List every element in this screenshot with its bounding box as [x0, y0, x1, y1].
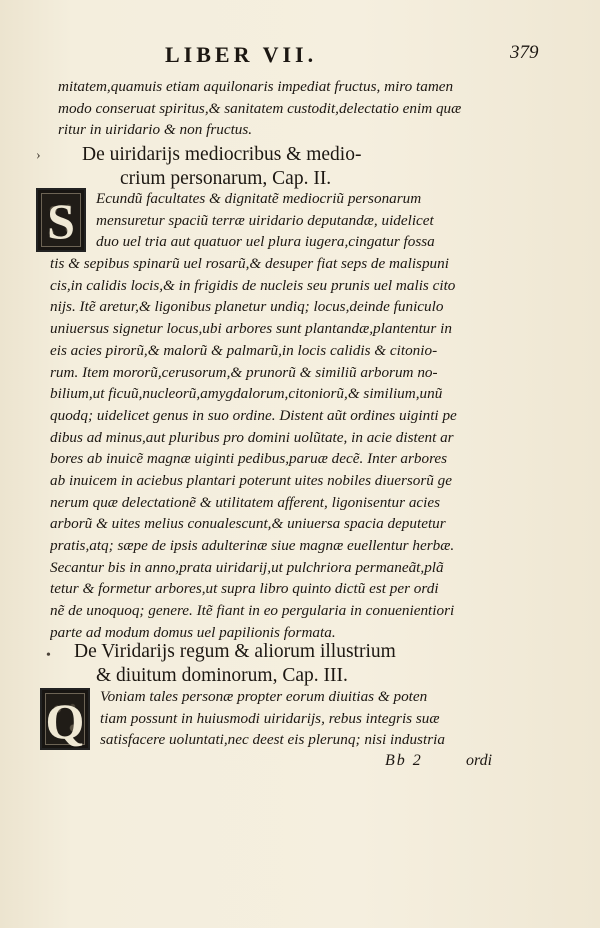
page-header	[0, 40, 600, 70]
text-line: nẽ de unoquoq; genere. Itẽ fiant in eo pergularia in conuenientiori	[50, 602, 455, 620]
text-line: Secantur bis in anno,prata uiridarij,ut pulchriora permaneãt,plã	[50, 558, 444, 576]
chapter3-body	[54, 686, 474, 751]
text-line: rum. Item mororũ,cerusorum,& prunorũ & similiũ arborum no-	[50, 363, 438, 381]
text-line: tis & sepibus spinarũ uel rosarũ,& desuper fiat seps de malispuni	[50, 255, 449, 273]
chapter2-heading	[82, 143, 492, 191]
text-line: uniuersus signetur locus,ubi arbores sunt plantandæ,plantentur in	[50, 320, 452, 338]
margin-mark: ›	[36, 148, 41, 163]
text-line: modo conseruat spiritus,& sanitatem custodit,delectatio enim quæ	[58, 99, 462, 117]
text-line: ritur in uiridario & non fructus.	[58, 121, 253, 139]
chapter2-heading-line2: crium personarum, Cap. II.	[120, 168, 332, 189]
text-line: eis acies pirorũ,& malorũ & palmarũ,in locis calidis & citonio-	[50, 341, 438, 359]
text-line: bilium,ut ficuũ,nucleorũ,amygdalorum,citoniorũ,& similium,unũ	[50, 385, 443, 403]
text-line: satisfacere uoluntati,nec deest eis plerunq; nisi industria	[100, 731, 445, 749]
chapter2-body	[50, 188, 470, 643]
text-line: dibus ad minus,aut pluribus pro domini uolũtate, in acie distent ar	[50, 428, 454, 446]
margin-mark: •	[46, 648, 51, 663]
text-line: nijs. Itẽ aretur,& ligonibus planetur undiq; locus,deinde funiculo	[50, 298, 444, 316]
text-line: bores ab inuicẽ magnæ uiginti pedibus,paruæ decẽ. Inter arbores	[50, 450, 448, 468]
chapter3-heading	[74, 640, 484, 688]
chapter2-heading-line1: De uiridarijs mediocribus & medio-	[82, 144, 362, 165]
text-line: Voniam tales personæ propter eorum diuitias & poten	[100, 688, 428, 705]
signature-mark: Bb 2	[385, 752, 423, 769]
text-line: quodq; uidelicet genus in suo ordine. Distent aũt ordines uiginti pe	[50, 406, 457, 424]
text-line: mensuretur spaciũ terræ uiridario deputandæ, uidelicet	[96, 211, 434, 229]
text-line: tetur & formetur arbores,ut supra libro quinto dictũ est per ordi	[50, 580, 439, 598]
text-line: ab inuicem in aciebus plantari poterunt uites nobiles diuersorũ ge	[50, 471, 453, 489]
initial-letter: Q	[45, 693, 85, 749]
continuation-paragraph	[58, 76, 468, 141]
running-head: LIBER VII.	[165, 42, 318, 67]
chapter3-heading-line1: De Viridarijs regum & aliorum illustrium	[74, 641, 396, 662]
catchword: ordi	[466, 752, 493, 769]
text-line: tiam possunt in huiusmodi uiridarijs, rebus integris suæ	[100, 709, 440, 727]
text-line: parte ad modum domus uel papilionis formata.	[50, 623, 336, 641]
page-number: 379	[510, 42, 539, 63]
chapter3-heading-line2: & diuitum dominorum, Cap. III.	[96, 665, 348, 686]
text-line: nerum quæ delectationẽ & utilitatem afferent, ligonisentur acies	[50, 493, 441, 511]
text-line: arborũ & uites melius conualescunt,& uniuersa spacia deputetur	[50, 515, 446, 533]
text-line: duo uel tria aut quatuor uel plura iugera,cingatur fossa	[96, 233, 435, 251]
initial-letter: S	[47, 193, 75, 249]
text-line: cis,in calidis locis,& in frigidis de nucleis seu prunis uel malis cito	[50, 276, 456, 294]
text-line: Ecundũ facultates & dignitatẽ mediocriũ personarum	[96, 190, 422, 207]
text-line: mitatem,quamuis etiam aquilonaris impediat fructus, miro tamen	[58, 78, 454, 95]
text-line: pratis,atq; sæpe de ipsis adulterinæ siue magnæ euellentur herbæ.	[50, 537, 455, 554]
